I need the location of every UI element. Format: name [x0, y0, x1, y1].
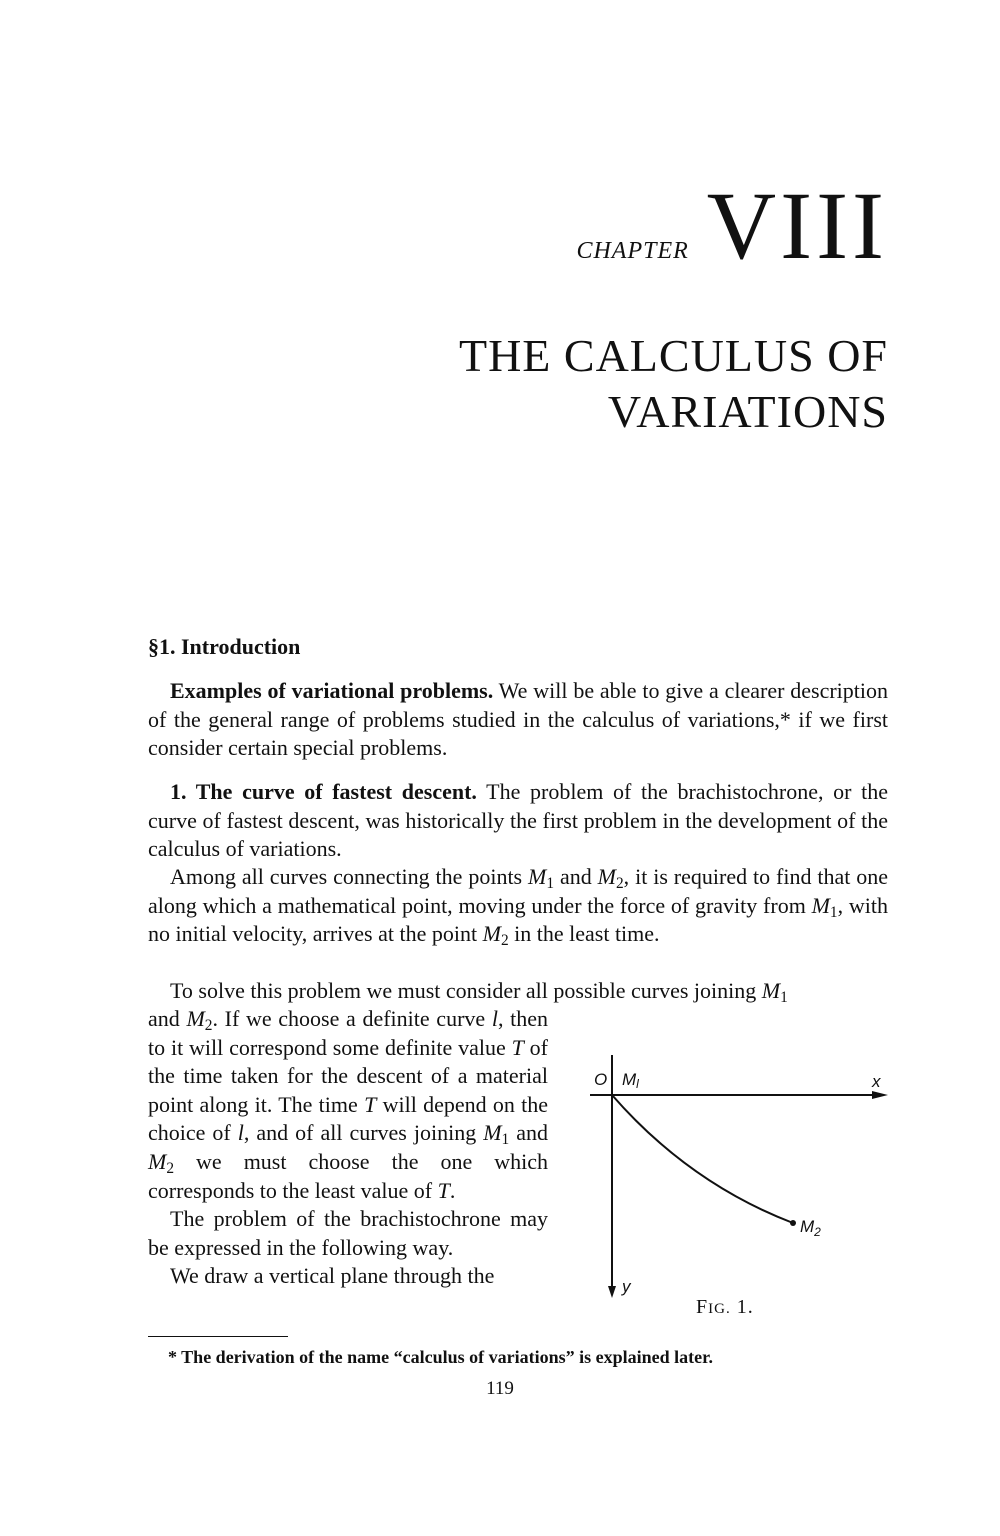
- figure-1-diagram: [580, 1050, 900, 1320]
- intro-text: We will be able to give a clearer description of the general range of problems studied in the calculus of variations,* if we first consider certain special problems.: [148, 678, 888, 761]
- problem1-paragraph: [148, 778, 888, 864]
- y-axis-arrowhead: [608, 1286, 616, 1298]
- intro-paragraph: [148, 677, 888, 763]
- paragraph-vertical-plane: We draw a vertical plane through the: [170, 1263, 495, 1289]
- intro-lead: Examples of variational problems.: [170, 678, 494, 703]
- label-x: x: [872, 1072, 881, 1091]
- label-m1: Ml: [622, 1070, 639, 1091]
- paragraph-to-solve-line1: To solve this problem we must consider all possible curves joining $M_1$: [170, 978, 788, 1006]
- footnote: * The derivation of the name “calculus of variations” is explained later.: [168, 1347, 714, 1367]
- narrow-text-column: [148, 1005, 548, 1291]
- figure-caption: FIG. 1.: [696, 1296, 754, 1318]
- chapter-title-line2: VARIATIONS: [607, 386, 888, 437]
- problem1-lead: 1. The curve of fastest descent.: [170, 779, 477, 804]
- chapter-title-line1: THE CALCULUS OF: [458, 330, 888, 381]
- point-m2: [790, 1220, 796, 1226]
- chapter-word: CHAPTER: [576, 238, 689, 264]
- paragraph-brachistochrone-expressed: The problem of the brachistochrone may be expressed in the following way.: [148, 1206, 548, 1260]
- problem1-text: The problem of the brachistochrone, or the curve of fastest descent, was historically the first problem in the development of the calculus of variations.: [148, 779, 888, 862]
- page-number: 119: [486, 1378, 514, 1399]
- paragraph-to-solve-continued: and $M_2$. If we choose a definite curve l, then to it will correspond some definite value T of the time taken for the descent of a material point along it. The time T will depend on the choice of l, and of all curves joining $M_1$ and $M_2$ we must choose the one which corresponds to the least value of T.: [148, 1006, 549, 1203]
- label-m2: $M_2$: [800, 1217, 821, 1239]
- chapter-heading: [576, 172, 888, 279]
- label-y: y: [622, 1277, 631, 1296]
- chapter-title: [459, 328, 888, 440]
- section-heading: §1. Introduction: [148, 634, 301, 659]
- label-origin: O: [594, 1070, 608, 1089]
- x-axis-arrowhead: [872, 1091, 888, 1099]
- footnote-rule: [148, 1336, 288, 1337]
- brachistochrone-curve: [612, 1095, 793, 1223]
- chapter-number: VIII: [706, 172, 888, 279]
- paragraph-among-all-curves: Among all curves connecting the points $M_1$ and $M_2$, it is required to find that one along which a mathematical point, moving under the force of gravity from $M_1$, with no initial velocity, arrives at the point $M_2$ in the least time.: [148, 864, 889, 950]
